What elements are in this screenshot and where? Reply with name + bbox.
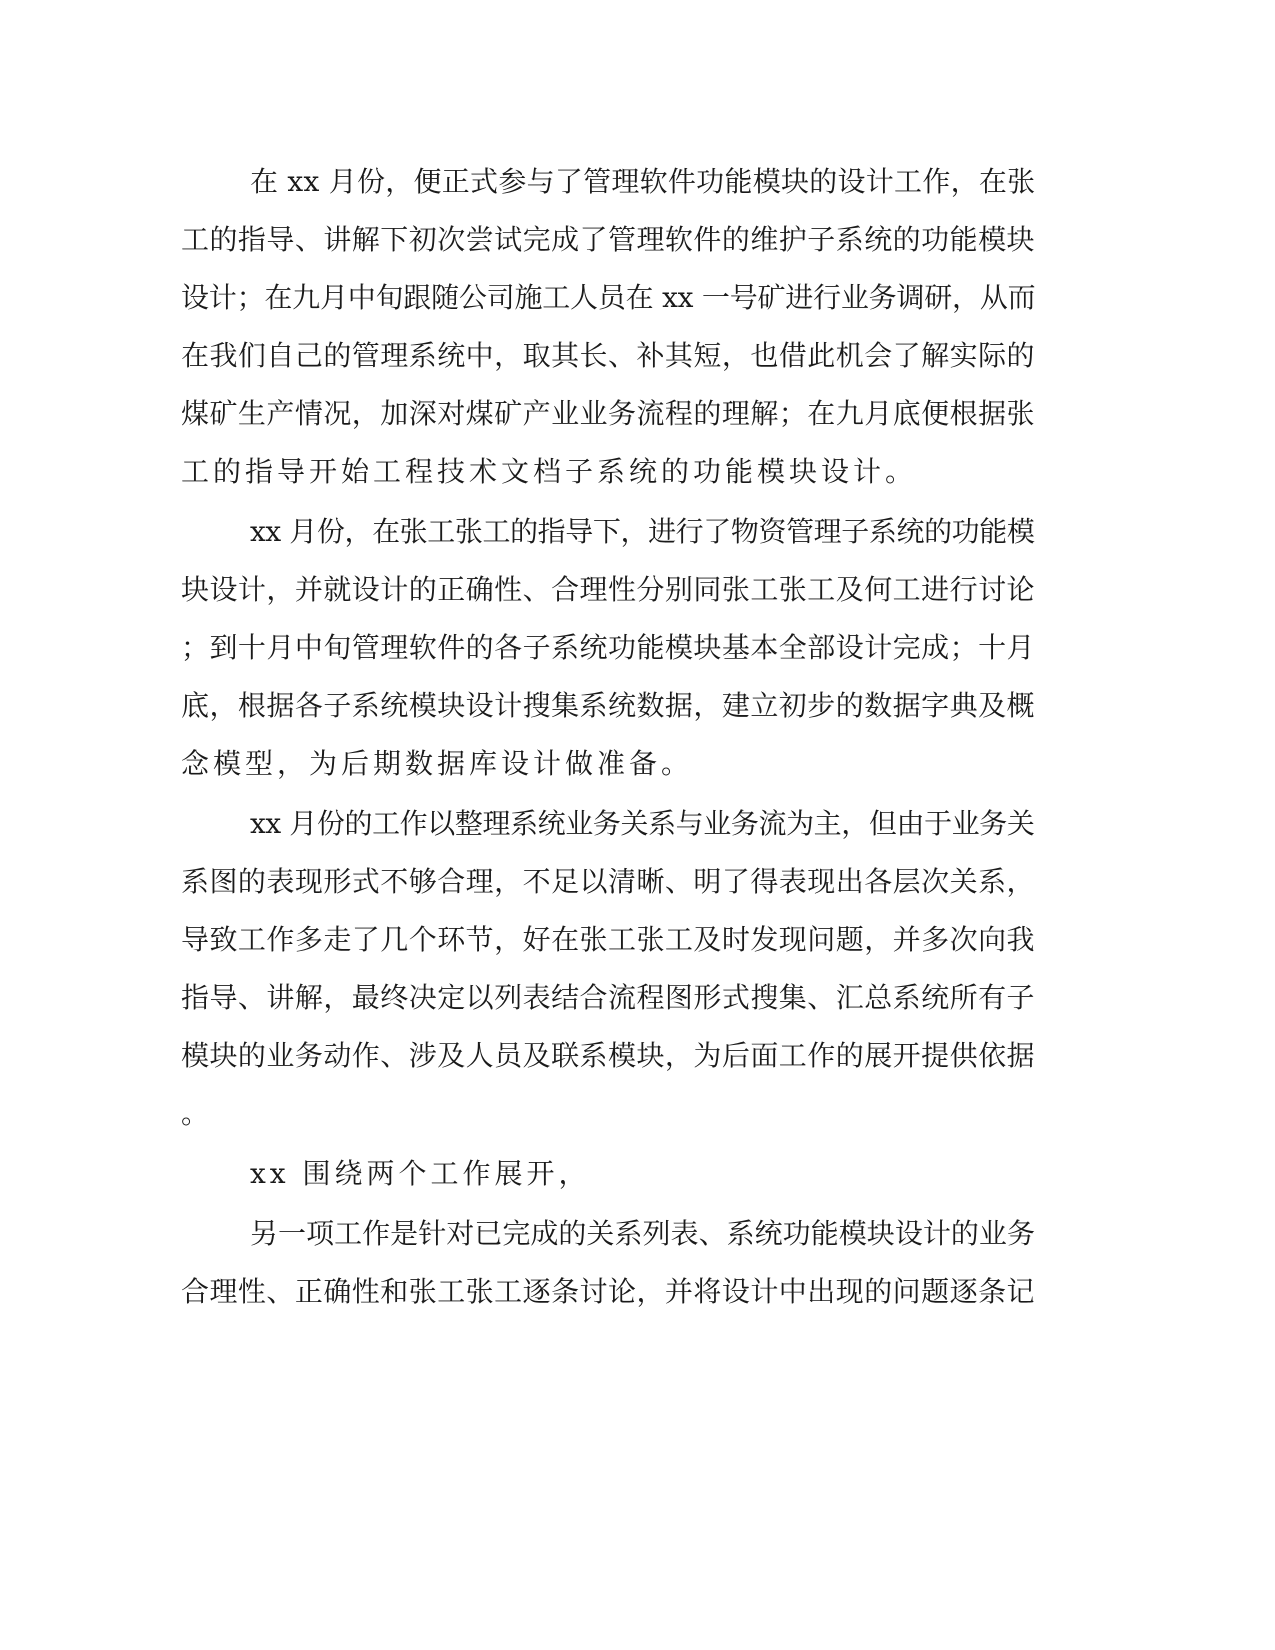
text-line: 。 — [181, 1097, 214, 1130]
text-line: 导致工作多走了几个环节，好在张工张工及时发现问题，并多次向我 — [181, 923, 1036, 956]
text-line: 工的指导开始工程技术文档子系统的功能模块设计。 — [181, 455, 918, 488]
text-line: xx 月份的工作以整理系统业务关系与业务流为主，但由于业务关 — [250, 807, 1035, 840]
text-line: 合理性、正确性和张工张工逐条讨论，并将设计中出现的问题逐条记 — [181, 1275, 1036, 1308]
text-line: 底，根据各子系统模块设计搜集系统数据，建立初步的数据字典及概 — [181, 689, 1036, 722]
text-line: 设计；在九月中旬跟随公司施工人员在 xx 一号矿进行业务调研，从而 — [181, 281, 1036, 314]
text-line: 模块的业务动作、涉及人员及联系模块，为后面工作的展开提供依据 — [181, 1039, 1036, 1072]
text-line: ；到十月中旬管理软件的各子系统功能模块基本全部设计完成；十月 — [181, 631, 1036, 664]
text-line: 系图的表现形式不够合理，不足以清晰、明了得表现出各层次关系， — [181, 865, 1036, 898]
text-line: 另一项工作是针对已完成的关系列表、系统功能模块设计的业务 — [250, 1217, 1036, 1250]
text-line: xx 围绕两个工作展开， — [250, 1157, 591, 1190]
text-line: xx 月份，在张工张工的指导下，进行了物资管理子系统的功能模 — [250, 515, 1035, 548]
text-line: 在我们自己的管理系统中，取其长、补其短，也借此机会了解实际的 — [181, 339, 1036, 372]
text-line: 块设计，并就设计的正确性、合理性分别同张工张工及何工进行讨论 — [181, 573, 1036, 606]
text-line: 念模型，为后期数据库设计做准备。 — [181, 747, 694, 780]
text-line: 煤矿生产情况，加深对煤矿产业业务流程的理解；在九月底便根据张 — [181, 397, 1036, 430]
text-line: 工的指导、讲解下初次尝试完成了管理软件的维护子系统的功能模块 — [181, 223, 1036, 256]
text-line: 在 xx 月份，便正式参与了管理软件功能模块的设计工作，在张 — [250, 165, 1036, 198]
text-line: 指导、讲解，最终决定以列表结合流程图形式搜集、汇总系统所有子 — [181, 981, 1036, 1014]
